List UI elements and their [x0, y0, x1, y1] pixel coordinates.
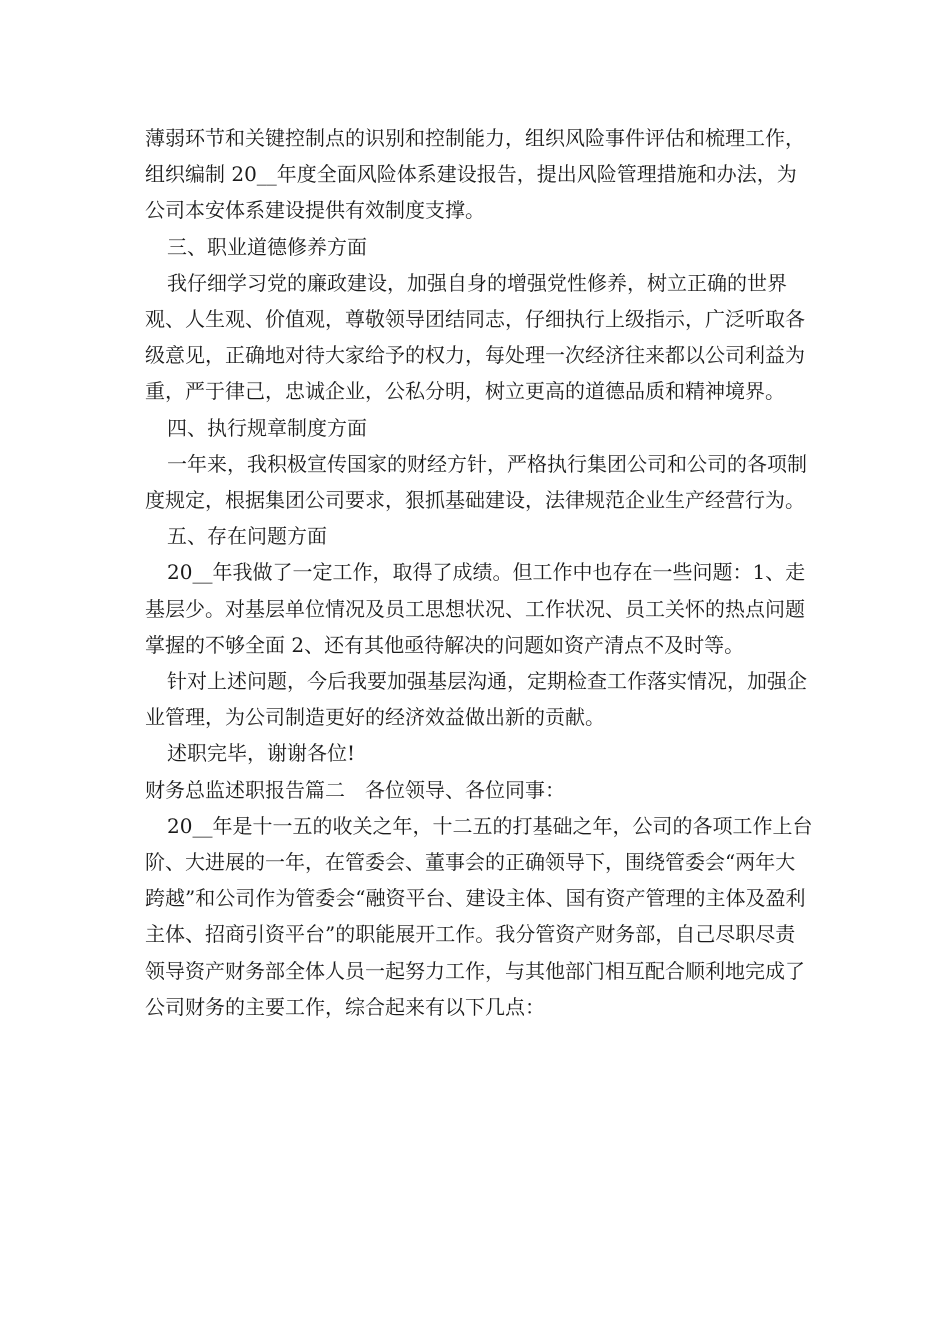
paragraph-professional-ethics: 我仔细学习党的廉政建设，加强自身的增强党性修养，树立正确的世界观、人生观、价值观，尊敬领导团结同志，仔细执行上级指示，广泛听取各级意见，正确地对待大家给予的权力，每处理一次经济往来都以公司利益为重，严于律己，忠诚企业，公私分明，树立更高的道德品质和精神境界。: [145, 270, 805, 404]
paragraph-rules-execution: 一年来，我积极宣传国家的财经方针，严格执行集团公司和公司的各项制度规定，根据集团公司要求，狠抓基础建设，法律规范企业生产经营行为。: [145, 451, 807, 513]
heading-rules-execution: 四、执行规章制度方面: [167, 415, 367, 440]
heading-professional-ethics: 三、职业道德修养方面: [167, 234, 367, 259]
paragraph-closing: 述职完毕，谢谢各位!: [167, 741, 356, 766]
heading-report-two: 财务总监述职报告篇二 各位领导、各位同事：: [145, 777, 565, 802]
paragraph-report-two-intro: 20__年是十一五的收关之年，十二五的打基础之年，公司的各项工作上台阶、大进展的一年，在管委会、董事会的正确领导下，围绕管委会“两年大跨越”和公司作为管委会“融资平台、建设主体、国有资产管理的主体及盈利主体、招商引资平台”的职能展开工作。我分管资产财务部，自己尽职尽责领导资产财务部全体人员一起努力工作，与其他部门相互配合顺利地完成了公司财务的主要工作，综合起来有以下几点：: [145, 813, 813, 1019]
paragraph-risk-management: 薄弱环节和关键控制点的识别和控制能力，组织风险事件评估和梳理工作，组织编制 20__年度全面风险体系建设报告，提出风险管理措施和办法，为公司本安体系建设提供有效制度支撑。: [145, 126, 805, 223]
heading-existing-problems: 五、存在问题方面: [167, 524, 327, 549]
paragraph-existing-problems: 20__年我做了一定工作，取得了成绩。但工作中也存在一些问题：1、走基层少。对基层单位情况及员工思想状况、工作状况、员工关怀的热点问题掌握的不够全面 2、还有其他亟待解决的问题如资产清点不及时等。: [145, 560, 806, 657]
paragraph-improvement-plan: 针对上述问题，今后我要加强基层沟通，定期检查工作落实情况，加强企业管理，为公司制造更好的经济效益做出新的贡献。: [145, 669, 807, 730]
document-page: [145, 120, 815, 1025]
